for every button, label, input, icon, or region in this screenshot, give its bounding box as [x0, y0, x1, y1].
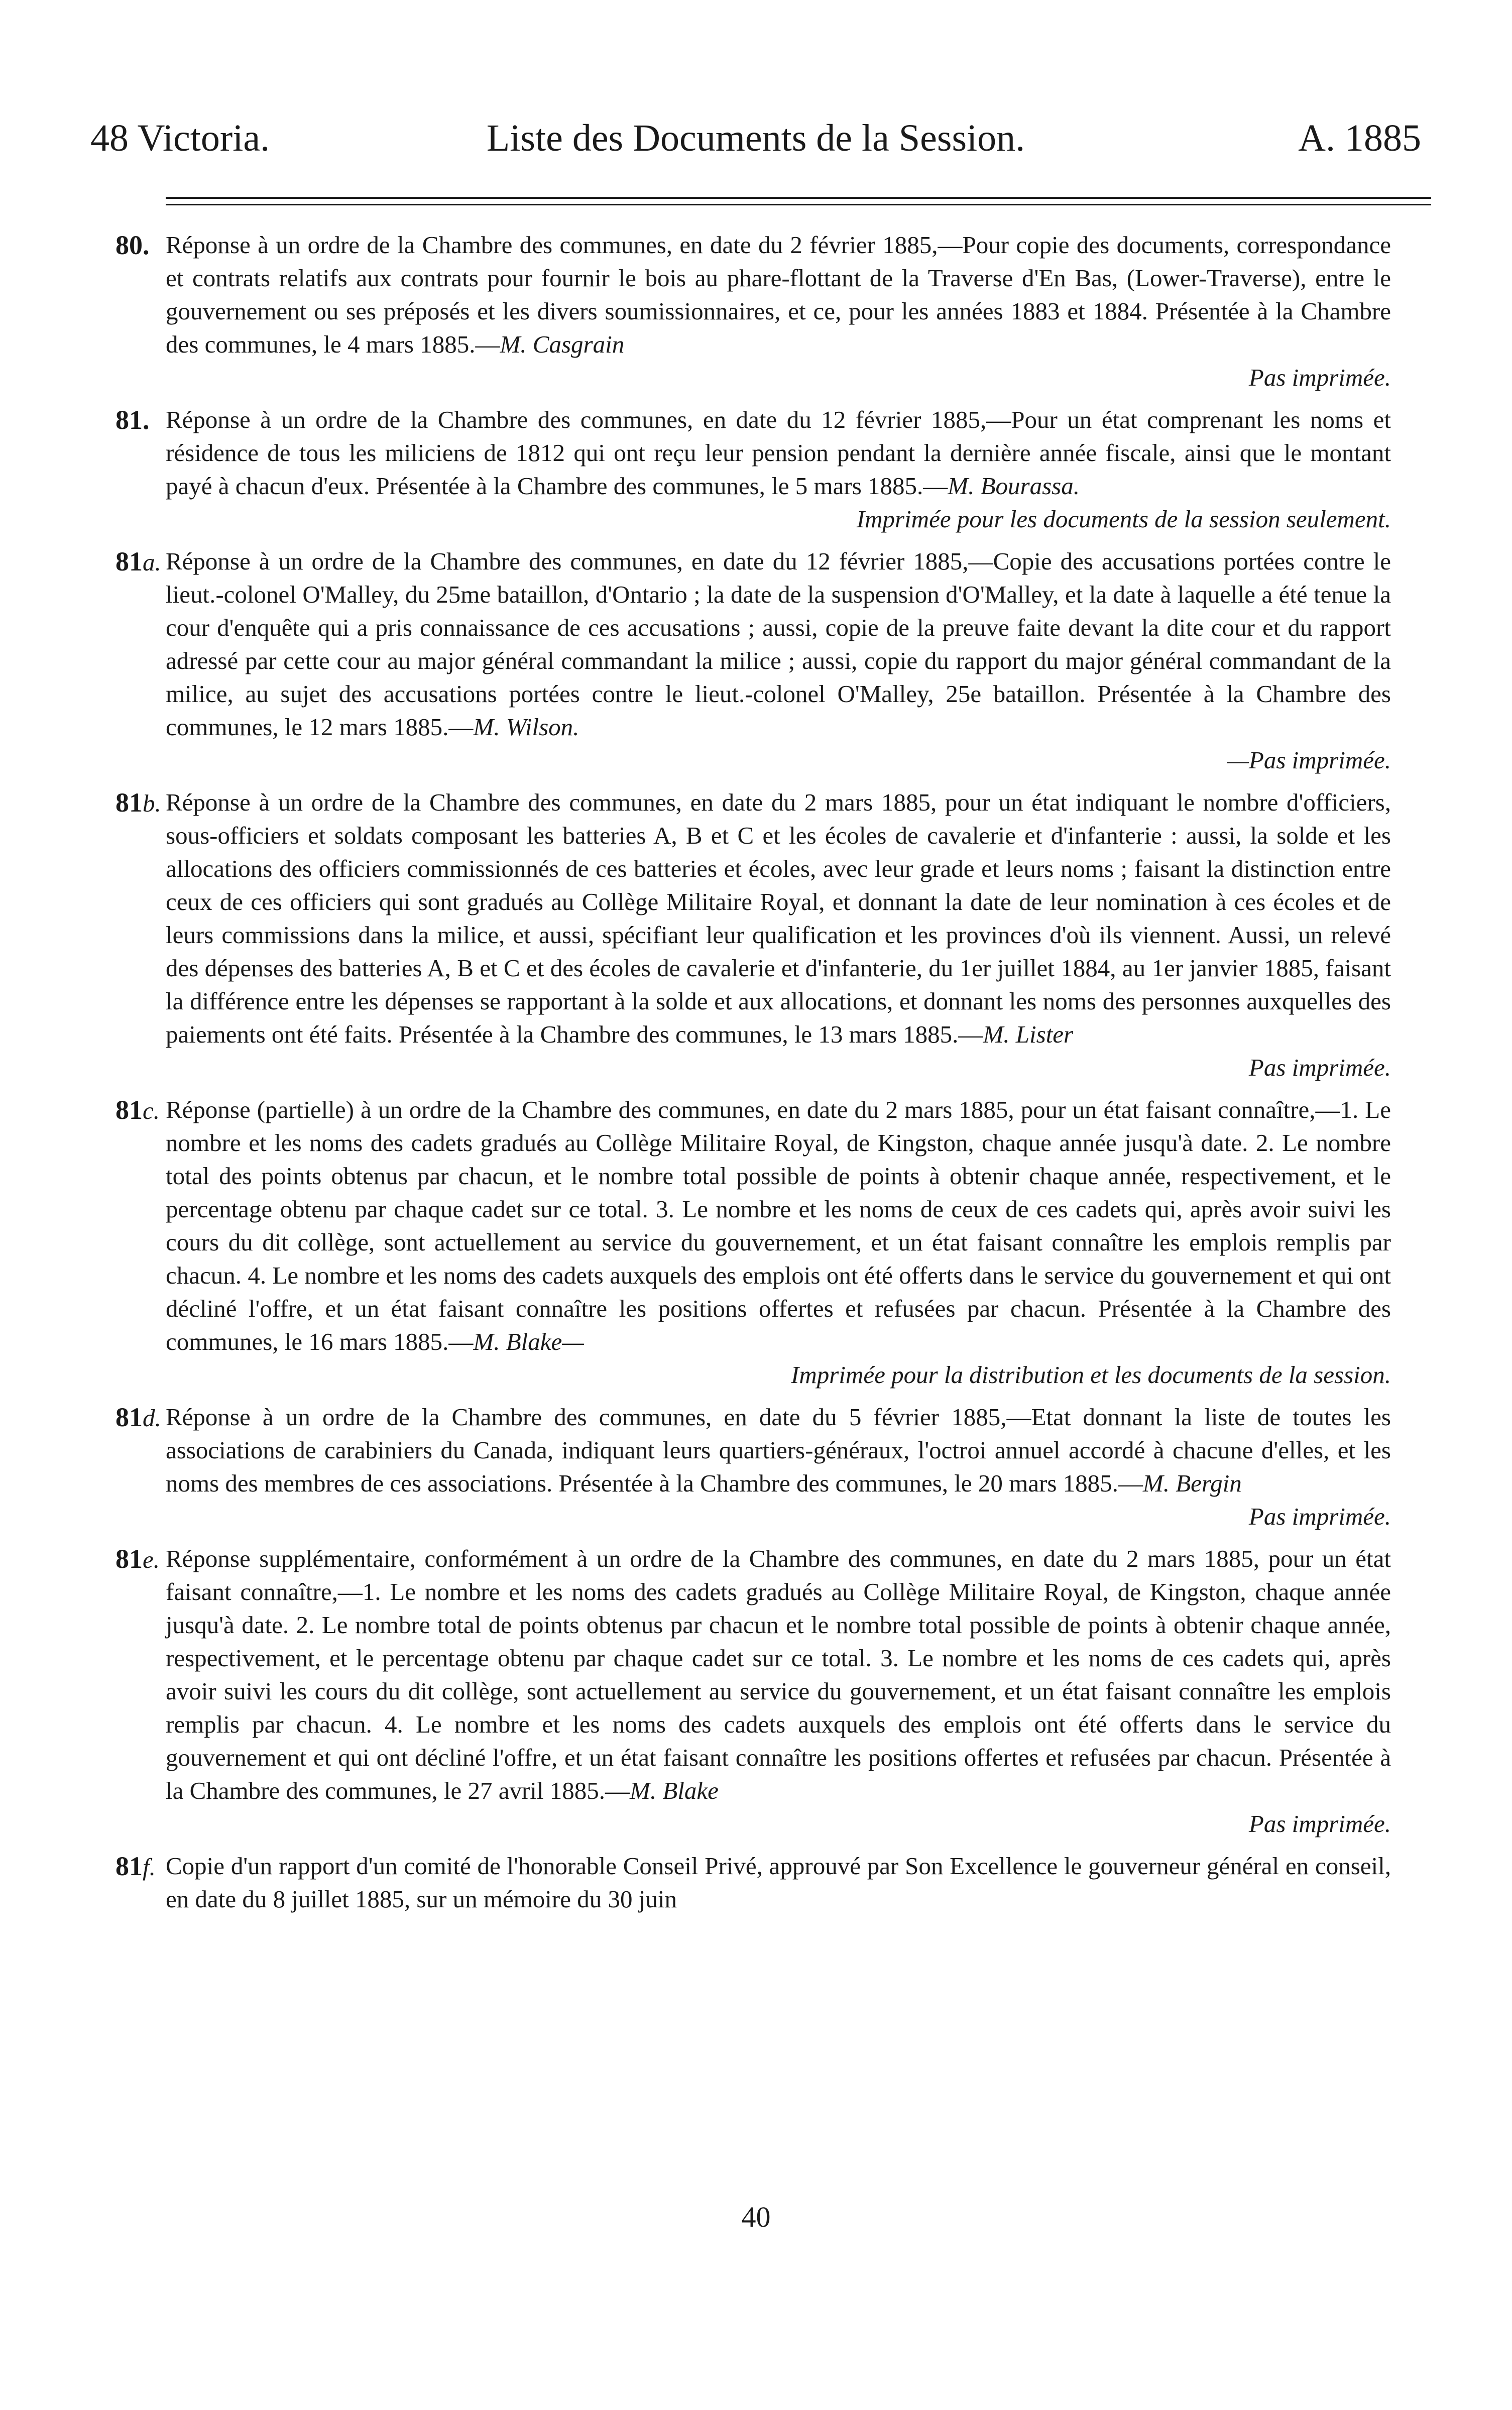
document-author: M. Blake — [630, 1777, 719, 1804]
list-item — [115, 1542, 1391, 1841]
document-number: 81b. — [115, 787, 161, 818]
document-author: M. Wilson. — [473, 713, 579, 741]
document-number: 81a. — [115, 546, 161, 577]
document-number: 81d. — [115, 1402, 161, 1432]
document-author: M. Bourassa. — [948, 472, 1080, 500]
header-rule-bottom — [166, 204, 1431, 205]
document-status: Pas imprimée. — [1248, 1810, 1391, 1838]
list-item — [115, 1093, 1391, 1392]
document-number: 81e. — [115, 1544, 160, 1574]
document-description: Réponse à un ordre de la Chambre des communes, en date du 2 mars 1885, pour un état indiquant le nombre d'officiers, sous-officiers et soldats composant les batteries A, B et C et les écoles de cavalerie et d'infanterie : aussi, la solde et les allocations des officiers commissionnés de ces batteries et écoles, avec leur grade et leurs noms ; faisant la distinction entre ceux de ces officiers qui sont gradués au Collège Militaire Royal, et donnant la date de leur nomination à ces écoles et de leurs commissions dans la milice, et aussi, spécifiant leur qualification et les provinces d'où ils viennent. Aussi, un relevé des dépenses des batteries A, B et C et des écoles de cavalerie et d'infanterie, du 1er juillet 1884, au 1er janvier 1885, faisant la différence entre les dépenses se rapportant à la solde et aux allocations, et donnant les noms des personnes auxquelles des paiements ont été faits. Présentée à la Chambre des communes, le 13 mars 1885.— — [166, 788, 1391, 1048]
list-item — [115, 786, 1391, 1084]
page-header — [90, 113, 1421, 168]
list-item — [115, 1401, 1391, 1533]
document-description: Réponse à un ordre de la Chambre des communes, en date du 12 février 1885,—Copie des accusations portées contre le lieut.-colonel O'Malley, du 25me bataillon, d'Ontario ; la date de la suspension d'O'Malley, et la date à laquelle a été tenue la cour d'enquête qui a pris connaissance de ces accusations ; aussi, copie de la preuve faite devant la dite cour et du rapport adressé par cette cour au major général commandant la milice ; aussi, copie du rapport du major général commandant de la milice, au sujet des accusations portées contre le lieut.-colonel O'Malley, 25e bataillon. Présentée à la Chambre des communes, le 12 mars 1885.— — [166, 547, 1391, 741]
document-description: Réponse (partielle) à un ordre de la Chambre des communes, en date du 2 mars 1885, pour un état faisant connaître,—1. Le nombre et les noms des cadets gradués au Collège Militaire Royal, de Kingston, chaque année jusqu'à date. 2. Le nombre total des points obtenus par chacun, et le nombre total possible de points à obtenir chaque année, respectivement, et le percentage obtenu par chaque cadet sur ce total. 3. Le nombre et les noms de ceux de ces cadets qui, après avoir suivi les cours du dit collège, sont actuellement au service du gouvernement, et un état faisant connaître les emplois remplis par chacun. 4. Le nombre et les noms des cadets auxquels des emplois ont été offerts dans le service du gouvernement et qui ont décliné l'offre, et un état faisant connaître les positions offertes et refusées par chacun. Présentée à la Chambre des communes, le 16 mars 1885.— — [166, 1096, 1391, 1355]
document-status: —Pas imprimée. — [1227, 746, 1391, 774]
document-description: Copie d'un rapport d'un comité de l'honorable Conseil Privé, approuvé par Son Excellence le gouverneur général en conseil, en date du 8 juillet 1885, sur un mémoire du 30 juin — [166, 1852, 1391, 1913]
list-item — [115, 1850, 1391, 1916]
list-item — [115, 403, 1391, 536]
document-number: 80. — [115, 230, 150, 260]
document-description: Réponse à un ordre de la Chambre des communes, en date du 2 février 1885,—Pour copie des documents, correspondance et contrats relatifs aux contrats pour fournir le bois au phare-flottant de la Traverse d'En Bas, (Lower-Traverse), entre le gouvernement ou ses préposés et les divers soumissionnaires, et ce, pour les années 1883 et 1884. Présentée à la Chambre des communes, le 4 mars 1885.— — [166, 231, 1391, 358]
document-status: Pas imprimée. — [1248, 1054, 1391, 1081]
page-number: 40 — [741, 2201, 771, 2233]
document-description: Réponse à un ordre de la Chambre des communes, en date du 12 février 1885,—Pour un état comprenant les noms et résidence de tous les miliciens de 1812 qui ont reçu leur pension pendant la dernière année fiscale, ainsi que le montant payé à chacun d'eux. Présentée à la Chambre des communes, le 5 mars 1885.— — [166, 406, 1391, 500]
list-item — [115, 545, 1391, 777]
list-item — [115, 228, 1391, 394]
document-author: M. Bergin — [1142, 1469, 1242, 1497]
document-description: Réponse à un ordre de la Chambre des communes, en date du 5 février 1885,—Etat donnant la liste de toutes les associations de carabiniers du Canada, indiquant leurs quartiers-généraux, l'octroi annuel accordé à chacune d'elles, et les noms des membres de ces associations. Présentée à la Chambre des communes, le 20 mars 1885.— — [166, 1403, 1391, 1497]
document-status: Pas imprimée. — [1248, 1503, 1391, 1530]
header-session: 48 Victoria. — [90, 117, 270, 159]
document-author: M. Lister — [983, 1020, 1074, 1048]
document-status: Pas imprimée. — [1248, 364, 1391, 391]
document-status: Imprimée pour les documents de la session seulement. — [856, 505, 1391, 533]
document-list — [115, 228, 1391, 1925]
document-number: 81f. — [115, 1851, 156, 1881]
document-number: 81. — [115, 405, 150, 435]
header-rule-top — [166, 197, 1431, 199]
document-description: Réponse supplémentaire, conformément à un ordre de la Chambre des communes, en date du 2 mars 1885, pour un état faisant connaître,—1. Le nombre et les noms des cadets gradués au Collège Militaire Royal, de Kingston, chaque année jusqu'à date. 2. Le nombre total de points obtenus par chacun et le nombre total possible de points à obtenir chaque année, respectivement, et le percentage obtenu par chaque cadet sur ce total. 3. Le nombre et les noms de ces cadets qui, après avoir suivi les cours du dit collège, sont actuellement au service du gouvernement, et un état faisant connaître les emplois remplis par chacun. 4. Le nombre et les noms des cadets auxquels des emplois ont été offerts dans le service du gouvernement et qui ont décliné l'offre, et un état faisant connaître les positions offertes et refusées par chacun. Présentée à la Chambre des communes, le 27 avril 1885.— — [166, 1545, 1391, 1804]
document-status: Imprimée pour la distribution et les documents de la session. — [791, 1361, 1391, 1389]
document-number: 81c. — [115, 1095, 160, 1125]
document-author: M. Casgrain — [500, 330, 625, 358]
document-author: M. Blake— — [473, 1328, 584, 1355]
header-title: Liste des Documents de la Session. — [486, 117, 1025, 159]
header-year: A. 1885 — [1298, 117, 1421, 159]
